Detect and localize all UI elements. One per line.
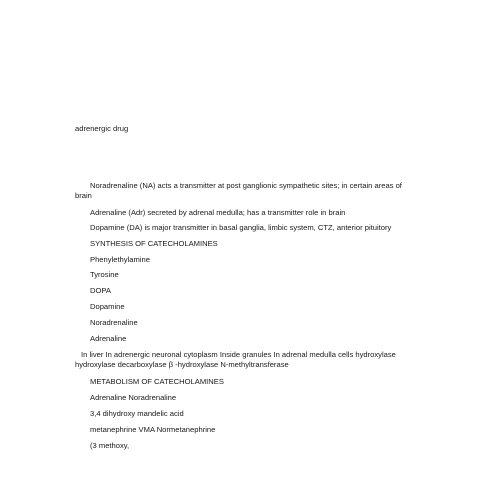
synthesis-step: Noradrenaline — [90, 318, 138, 327]
paragraph-synthesis-locations: In liver In adrenergic neuronal cytoplasm Inside granules In adrenal medulla cells hydroxylase hydroxylase decarboxylase β -hydroxylase N-methyltransferase — [75, 350, 396, 369]
synthesis-step: Tyrosine — [90, 270, 119, 279]
heading-metabolism: METABOLISM OF CATECHOLAMINES — [90, 377, 224, 386]
metabolism-step: 3,4 dihydroxy mandelic acid — [90, 409, 184, 418]
document-title: adrenergic drug — [75, 124, 129, 133]
synthesis-step: Phenylethylamine — [90, 255, 150, 264]
metabolism-step: metanephrine VMA Normetanephrine — [90, 425, 216, 434]
metabolism-step: (3 methoxy, — [90, 441, 130, 450]
synthesis-step: Adrenaline — [90, 334, 127, 343]
paragraph-noradrenaline: Noradrenaline (NA) acts a transmitter at post ganglionic sympathetic sites; in certain areas of brain — [75, 181, 402, 200]
paragraph-dopamine: Dopamine (DA) is major transmitter in basal ganglia, limbic system, CTZ, anterior pituitory — [90, 223, 392, 232]
synthesis-step: Dopamine — [90, 302, 125, 311]
metabolism-step: Adrenaline Noradrenaline — [90, 393, 177, 402]
heading-synthesis: SYNTHESIS OF CATECHOLAMINES — [90, 239, 218, 248]
synthesis-step: DOPA — [90, 286, 111, 295]
paragraph-adrenaline: Adrenaline (Adr) secreted by adrenal medulla; has a transmitter role in brain — [90, 208, 346, 217]
